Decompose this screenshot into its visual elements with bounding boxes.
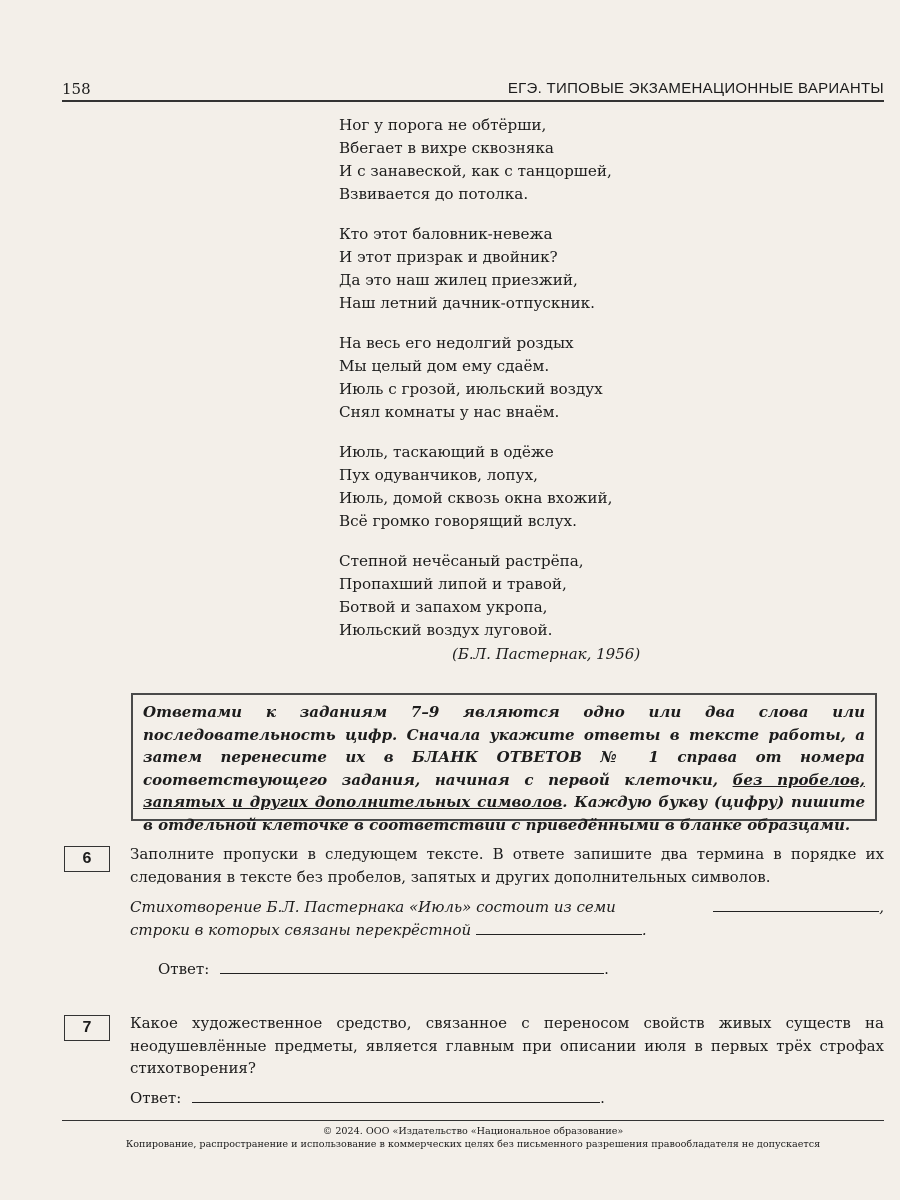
poem-line: Июльский воздух луговой. xyxy=(339,621,553,639)
fill-text-part2: строки в которых связаны перекрёстной xyxy=(130,920,472,939)
footer-divider xyxy=(62,1120,884,1121)
instruction-part2: . Каждую букву (цифру) пишите в отдельной клеточке в соответствии с приведёнными в бланке образцами. xyxy=(143,793,865,834)
fill-in-text xyxy=(130,896,884,941)
poem-line: Взвивается до потолка. xyxy=(339,185,529,203)
poem-stanza xyxy=(339,223,669,315)
fill-blank-2[interactable]: . xyxy=(476,921,647,939)
poem-line: Да это наш жилец приезжий, xyxy=(339,271,578,289)
footer-notice: Копирование, распространение и использование в коммерческих целях без письменного разрешения правообладателя не допускается xyxy=(125,1139,821,1150)
poem-line: Наш летний дачник-отпускник. xyxy=(339,294,595,312)
poem-line: И с занавеской, как с танцоршей, xyxy=(339,162,612,180)
instruction-box xyxy=(131,693,877,834)
answer-row xyxy=(130,1088,605,1107)
answer-label: Ответ: xyxy=(130,1089,182,1107)
poem-line: И этот призрак и двойник? xyxy=(339,248,558,266)
answer-field[interactable]: . xyxy=(186,1089,605,1107)
footer-copyright: © 2024. ООО «Издательство «Национальное образование» xyxy=(322,1126,624,1137)
instruction-text xyxy=(143,701,865,837)
fill-blank-1[interactable]: , xyxy=(713,896,884,919)
task-text: Какое художественное средство, связанное с переносом свойств живых существ на неодушевлённые предметы, является главным при описании июля в первых трёх строфах стихотворения? xyxy=(130,1014,884,1077)
instruction-underlined: без пробелов, запятых и других дополнительных символов xyxy=(143,770,865,812)
fill-text-part1: Стихотворение Б.Л. Пастернака «Июль» состоит из семи xyxy=(130,898,616,916)
fill-line-2 xyxy=(130,919,884,942)
page-footer xyxy=(62,1125,884,1151)
poem-line: Ног у порога не обтёрши, xyxy=(339,116,547,134)
poem-line: Снял комнаты у нас внаём. xyxy=(339,403,560,421)
poem-stanza xyxy=(339,114,669,206)
answer-label: Ответ: xyxy=(158,960,210,978)
poem-line: Вбегает в вихре сквозняка xyxy=(339,139,554,157)
task-number-box: 6 xyxy=(64,846,110,872)
poem-line: На весь его недолгий роздых xyxy=(339,334,574,352)
poem-line: Всё громко говорящий вслух. xyxy=(339,512,577,530)
poem-line: Мы целый дом ему сдаём. xyxy=(339,357,550,375)
poem-line: Пропахший липой и травой, xyxy=(339,575,567,593)
fill-line-1 xyxy=(130,896,884,919)
instruction-part1: Ответами к заданиям 7–9 являются одно или два слова или последовательность цифр. Сначала укажите ответы в тексте работы, а затем перенесите их в БЛАНК ОТВЕТОВ № 1 справа от номера соответствующего задания, начиная с первой клеточки, xyxy=(143,703,865,789)
poem-line: Июль, домой сквозь окна вхожий, xyxy=(339,489,613,507)
page-header xyxy=(62,74,884,102)
running-title: ЕГЭ. ТИПОВЫЕ ЭКЗАМЕНАЦИОННЫЕ ВАРИАНТЫ xyxy=(507,80,884,97)
task-number-box: 7 xyxy=(64,1015,110,1041)
poem-line: Июль, таскающий в одёже xyxy=(339,443,554,461)
poem-line: Пух одуванчиков, лопух, xyxy=(339,466,538,484)
poem-stanza xyxy=(339,550,669,642)
poem-line: Июль с грозой, июльский воздух xyxy=(339,380,603,398)
task-text: Заполните пропуски в следующем тексте. В ответе запишите два термина в порядке их следования в тексте без пробелов, запятых и других дополнительных символов. xyxy=(130,845,884,886)
task-6 xyxy=(64,846,884,986)
poem-stanza xyxy=(339,332,669,424)
poem-line: Кто этот баловник-невежа xyxy=(339,225,553,243)
poem xyxy=(339,114,669,659)
task-7 xyxy=(64,1015,884,1115)
poem-line: Ботвой и запахом укропа, xyxy=(339,598,548,616)
answer-row xyxy=(158,959,609,978)
poem-line: Степной нечёсаный растрёпа, xyxy=(339,552,584,570)
poem-attribution: (Б.Л. Пастернак, 1956) xyxy=(452,645,641,663)
page-number: 158 xyxy=(62,80,91,98)
poem-stanza xyxy=(339,441,669,533)
answer-field[interactable]: . xyxy=(214,960,609,978)
